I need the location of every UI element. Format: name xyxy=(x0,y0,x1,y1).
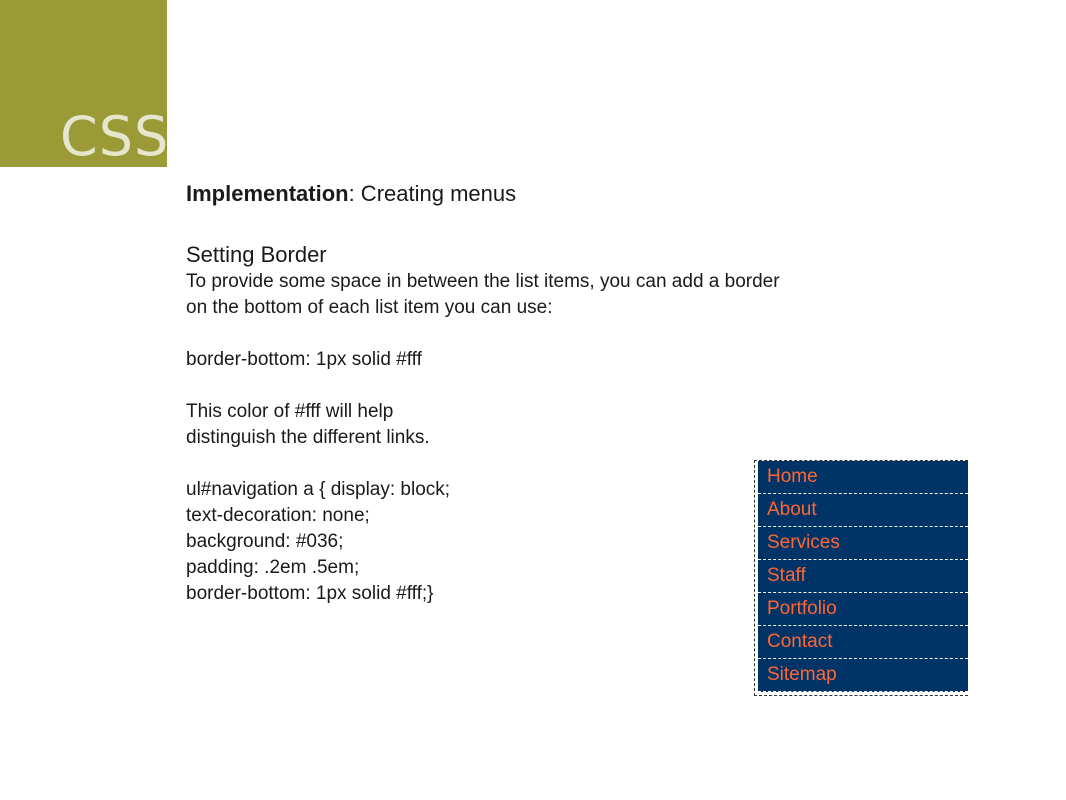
slide-title xyxy=(186,179,1006,209)
logo-text: CSS xyxy=(60,105,170,168)
logo-block xyxy=(0,0,170,168)
slide-title-bold: Implementation xyxy=(186,181,349,206)
code-line: background: #036; xyxy=(186,531,344,552)
code-line: text-decoration: none; xyxy=(186,505,370,526)
nav-item-contact[interactable]: Contact xyxy=(758,626,968,659)
section-heading: Setting Border xyxy=(186,242,327,267)
navigation-menu-demo xyxy=(754,460,968,696)
code-line: padding: .2em .5em; xyxy=(186,557,360,578)
nav-item-about[interactable]: About xyxy=(758,494,968,527)
nav-item-home[interactable]: Home xyxy=(758,461,968,494)
navigation-list xyxy=(758,461,968,692)
nav-item-portfolio[interactable]: Portfolio xyxy=(758,593,968,626)
intro-line-1: To provide some space in between the list items, you can add a border xyxy=(186,271,780,292)
code-line: border-bottom: 1px solid #fff;} xyxy=(186,583,434,604)
code-line: ul#navigation a { display: block; xyxy=(186,479,451,500)
note-line-2: distinguish the different links. xyxy=(186,427,430,448)
nav-item-sitemap[interactable]: Sitemap xyxy=(758,659,968,692)
note-line-1: This color of #fff will help xyxy=(186,401,394,422)
code-border-rule: border-bottom: 1px solid #fff xyxy=(186,349,422,370)
slide-title-rest: : Creating menus xyxy=(348,181,517,206)
nav-item-staff[interactable]: Staff xyxy=(758,560,968,593)
nav-item-services[interactable]: Services xyxy=(758,527,968,560)
intro-line-2: on the bottom of each list item you can use: xyxy=(186,297,553,318)
